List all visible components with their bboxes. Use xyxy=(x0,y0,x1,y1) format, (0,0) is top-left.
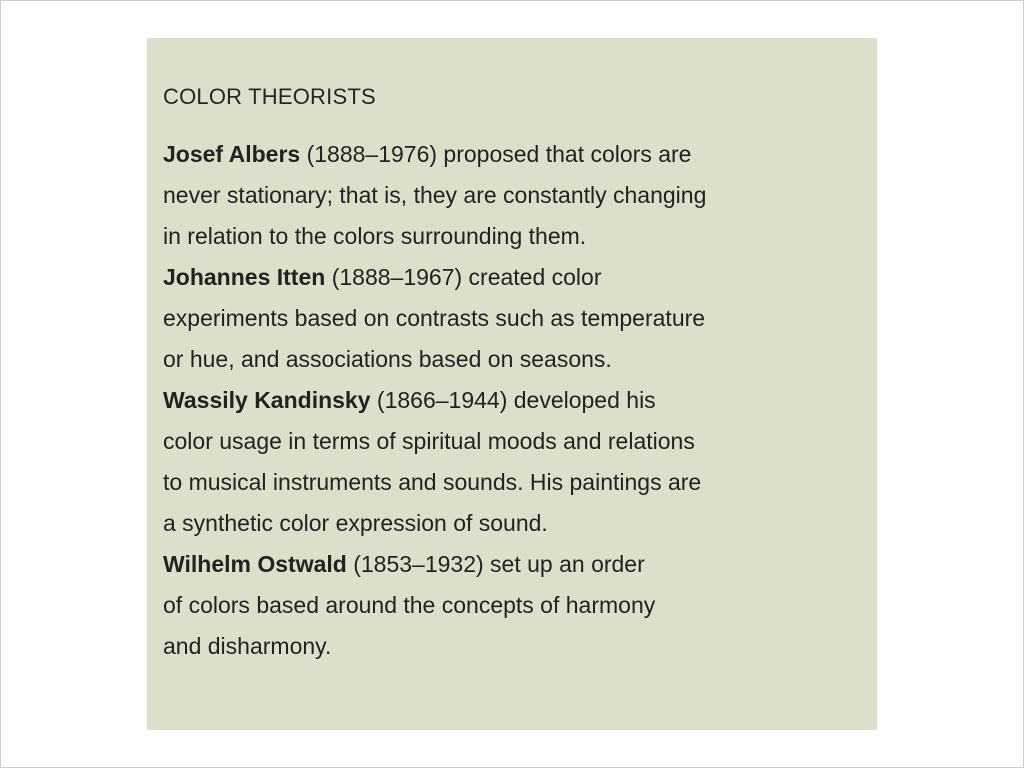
entry-line xyxy=(163,257,867,298)
entry-line: a synthetic color expression of sound. xyxy=(163,510,548,536)
theorist-name: Johannes Itten xyxy=(163,264,326,290)
entry-line xyxy=(163,134,867,175)
entry-text: (1866–1944) developed his xyxy=(370,387,656,413)
entry-ostwald xyxy=(163,544,867,667)
panel-title: COLOR THEORISTS xyxy=(163,84,376,109)
entry-line: and disharmony. xyxy=(163,633,332,659)
entry-text: (1853–1932) set up an order xyxy=(346,551,645,577)
entry-text: (1888–1967) created color xyxy=(325,264,602,290)
entry-line: to musical instruments and sounds. His paintings are xyxy=(163,469,702,495)
entry-line xyxy=(163,380,867,421)
theorist-name: Wilhelm Ostwald xyxy=(163,551,347,577)
entry-line xyxy=(163,544,867,585)
theorist-name: Josef Albers xyxy=(163,141,301,167)
theorist-name: Wassily Kandinsky xyxy=(163,387,371,413)
entry-line: color usage in terms of spiritual moods and relations xyxy=(163,428,695,454)
entry-kandinsky xyxy=(163,380,867,544)
entry-line: or hue, and associations based on seasons. xyxy=(163,346,612,372)
entry-line: in relation to the colors surrounding them. xyxy=(163,223,587,249)
entry-line: of colors based around the concepts of harmony xyxy=(163,592,656,618)
entry-itten xyxy=(163,257,867,380)
entry-albers xyxy=(163,134,867,257)
entry-line: never stationary; that is, they are constantly changing xyxy=(163,182,707,208)
entry-text: (1888–1976) proposed that colors are xyxy=(300,141,692,167)
entry-line: experiments based on contrasts such as temperature xyxy=(163,305,706,331)
color-theorists-panel xyxy=(147,38,877,730)
